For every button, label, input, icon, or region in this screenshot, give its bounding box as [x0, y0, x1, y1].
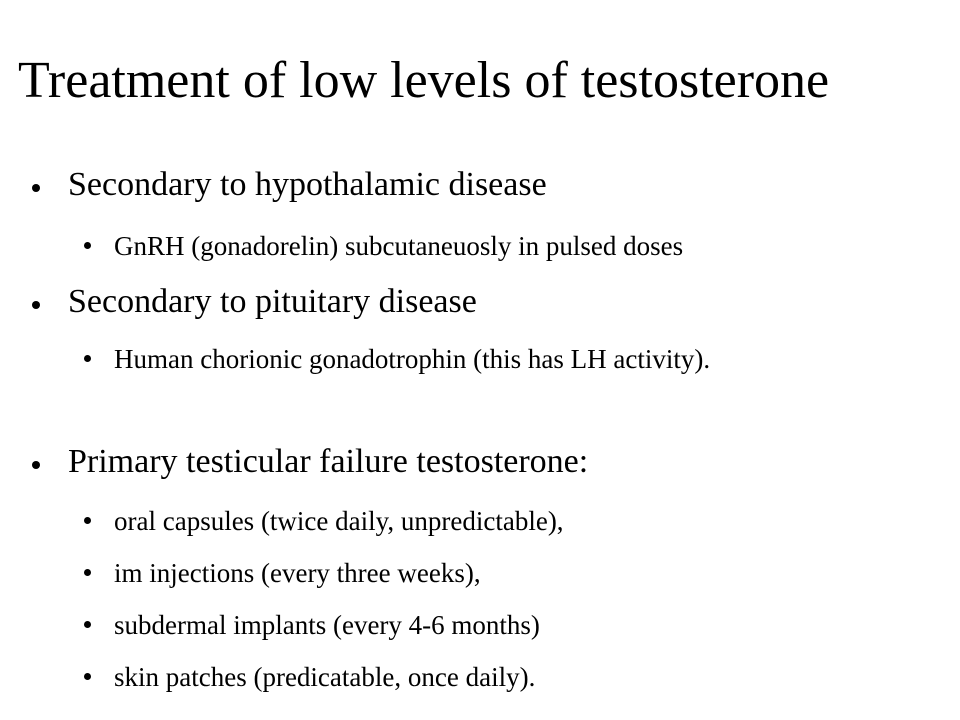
- bullet-dot: [32, 301, 40, 309]
- bullet-text: Human chorionic gonadotrophin (this has LH activity).: [114, 344, 711, 374]
- bullet-text: subdermal implants (every 4-6 months): [114, 610, 540, 640]
- bullet-dot: [32, 184, 40, 192]
- bullet-dot: [84, 569, 91, 576]
- bullet-text: Secondary to hypothalamic disease: [68, 166, 547, 203]
- bullet-dot: [32, 461, 40, 469]
- bullet-text: Secondary to pituitary disease: [68, 283, 477, 320]
- bullet-dot: [84, 621, 91, 628]
- bullet-dot: [84, 355, 91, 362]
- slide-title: Treatment of low levels of testosterone: [18, 52, 830, 109]
- bullet-text: im injections (every three weeks),: [114, 558, 481, 588]
- bullet-text: Primary testicular failure testosterone:: [68, 443, 589, 480]
- bullet-dot: [84, 242, 91, 249]
- bullet-dot: [84, 673, 91, 680]
- bullet-dot: [84, 517, 91, 524]
- bullet-text: oral capsules (twice daily, unpredictable),: [114, 506, 564, 536]
- bullet-text: skin patches (predicatable, once daily).: [114, 662, 536, 692]
- bullet-text: GnRH (gonadorelin) subcutaneuosly in pulsed doses: [114, 231, 684, 261]
